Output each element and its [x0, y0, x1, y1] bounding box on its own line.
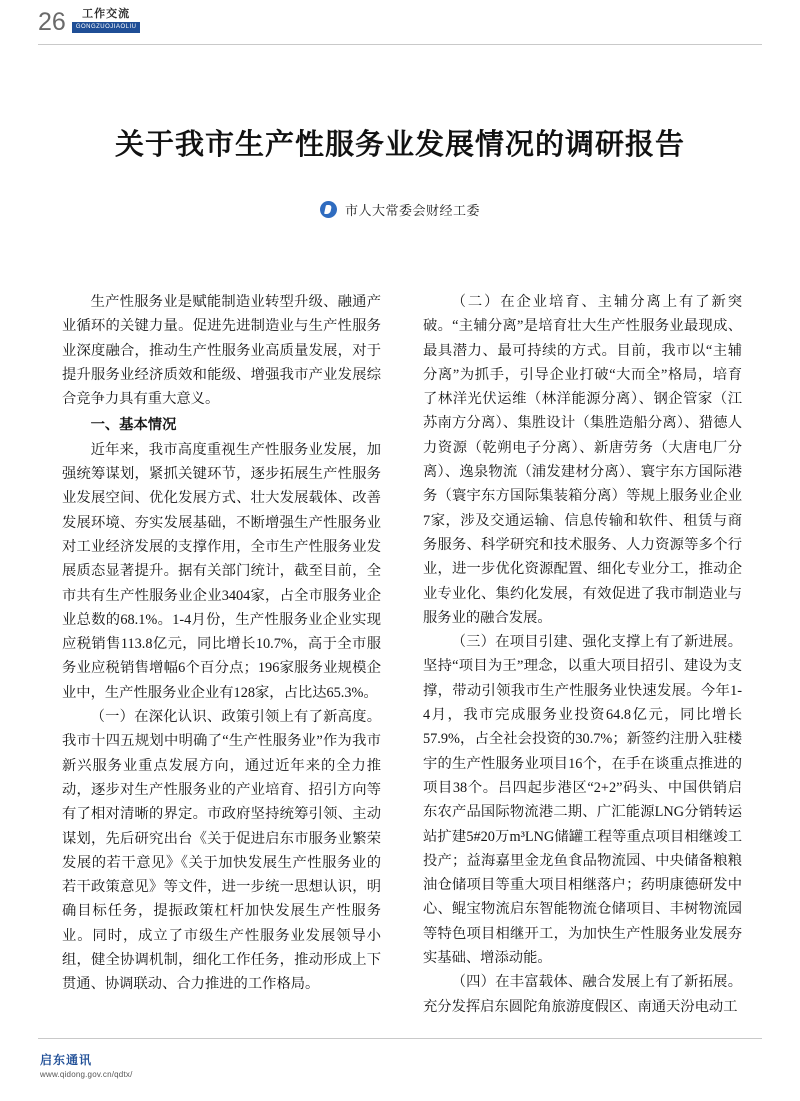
body-columns [62, 290, 742, 1018]
page-header [38, 8, 140, 35]
column-right [423, 290, 742, 1018]
section-badge [72, 8, 141, 33]
pen-icon [320, 201, 337, 218]
paragraph: 近年来，我市高度重视生产性服务业发展，加强统筹谋划，紧抓关键环节，逐步拓展生产性服务业发展空间、优化发展方式、壮大发展载体、改善发展环境、夯实发展基础，不断增强生产性服务业对工业经济发展的支撑作用，全市生产性服务业发展质态显著提升。据有关部门统计，截至目前，全市共有生产性服务业企业3404家，占全市服务业企业总数的68.1%。1-4月份，生产性服务业企业实现应税销售113.8亿元，同比增长10.7%，高于全市服务业应税销售增幅6个百分点；196家服务业规模企业中，生产性服务业企业有128家，占比达65.3%。 [62, 441, 381, 701]
byline-author: 市人大常委会财经工委 [344, 203, 480, 218]
publication-name: 启东通讯 [40, 1053, 93, 1067]
paragraph: （一）在深化认识、政策引领上有了新高度。我市十四五规划中明确了“生产性服务业”作为我市新兴服务业重点发展方向，通过近年来的全力推动，逐步对生产性服务业的产业培育、招引方向等有了相对清晰的界定。市政府坚持统筹引领、主动谋划，先后研究出台《关于促进启东市服务业繁荣发展的若干意见》《关于加快发展生产性服务业的若干政策意见》等文件，进一步统一思想认识，明确目标任务，提振政策杠杆加快发展生产性服务业。同时，成立了市级生产性服务业发展领导小组，健全协调机制，细化工作任务，推动形成上下贯通、协调联动、合力推进的工作格局。 [62, 709, 381, 993]
paragraph: （二）在企业培育、主辅分离上有了新突破。“主辅分离”是培育壮大生产性服务业最现成、最具潜力、最可持续的方式。目前，我市以“主辅分离”为抓手，引导企业打破“大而全”格局，培育了林洋光伏运维（林洋能源分离）、钢企管家（江苏南方分离）、集胜设计（集胜造船分离）、猎德人力资源（乾朔电子分离）、新唐劳务（大唐电厂分离）、逸泉物流（浦发建材分离）、寰宇东方国际港务（寰宇东方国际集装箱分离）等规上服务业企业7家，涉及交通运输、信息传输和软件、租赁与商务服务、科学研究和技术服务、人力资源等多个行业，进一步优化资源配置、细化专业分工，推动企业专业化、集约化发展，有效促进了我市制造业与服务业的融合发展。 [423, 294, 742, 626]
header-divider [38, 44, 762, 45]
footer-divider [38, 1038, 762, 1039]
page-title: 关于我市生产性服务业发展情况的调研报告 [114, 129, 685, 161]
paragraph: （四）在丰富载体、融合发展上有了新拓展。充分发挥启东圆陀角旅游度假区、南通天汾电动工 [423, 974, 742, 1015]
section-heading: 一、基本情况 [90, 417, 177, 434]
paragraph: （三）在项目引建、强化支撑上有了新进展。坚持“项目为王”理念，以重大项目招引、建设为支撑，带动引领我市生产性服务业快速发展。今年1-4月，我市完成服务业投资64.8亿元，同比增长57.9%，占全社会投资的30.7%；新签约注册入驻楼宇的生产性服务业项目16个，在手在谈重点推进的项目38个。吕四起步港区“2+2”码头、中国供销启东农产品国际物流港二期、广汇能源LNG分销转运站扩建5#20万m³LNG储罐工程等重点项目相继竣工投产；益海嘉里金龙鱼食品物流园、中央储备粮粮油仓储项目等重大项目相继落户；药明康德研发中心、鲲宝物流启东智能物流仓储项目、丰树物流园等特色项目相继开工，为加快生产性服务业发展夯实基础、增添动能。 [423, 634, 742, 967]
section-badge-en: GONGZUOJIAOLIU [72, 22, 141, 33]
section-badge-cn: 工作交流 [82, 8, 131, 20]
page-footer [40, 1051, 133, 1079]
paragraph: 生产性服务业是赋能制造业转型升级、融通产业循环的关键力量。促进先进制造业与生产性服务业深度融合，推动生产性服务业高质量发展，对于提升服务业经济质效和能级、增强我市产业发展综合竞争力具有重大意义。 [62, 294, 381, 408]
publication-url: www.qidong.gov.cn/qdtx/ [40, 1070, 133, 1079]
page-number: 26 [38, 8, 66, 36]
byline [38, 200, 762, 219]
column-left [62, 290, 381, 1018]
